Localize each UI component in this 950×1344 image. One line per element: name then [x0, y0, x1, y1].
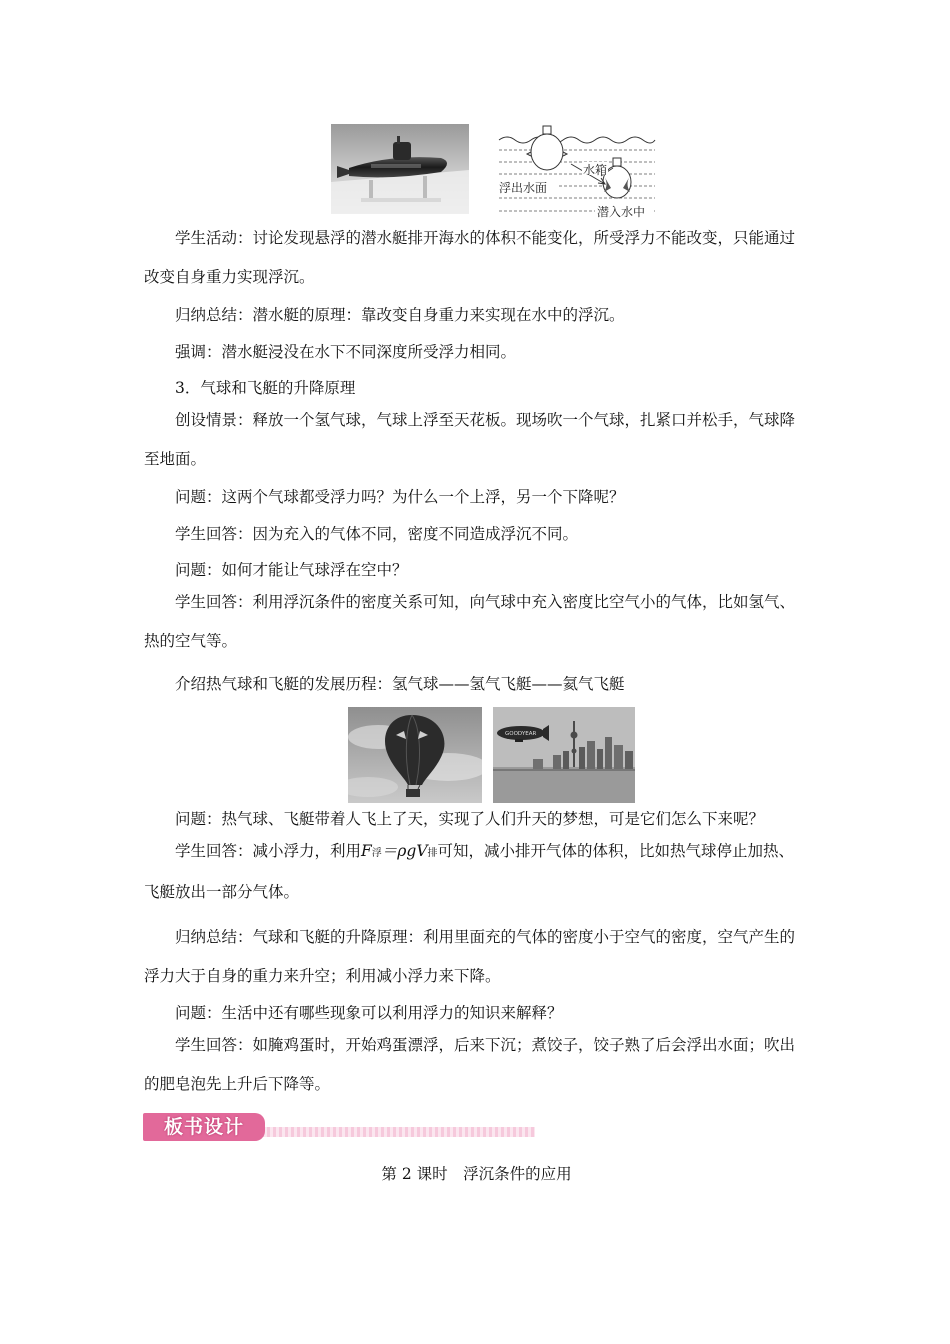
blimp-text: GOODYEAR	[505, 731, 537, 737]
paragraph-question-3: 问题：热气球、飞艇带着人飞上了天，实现了人们升天的梦想，可是它们怎么下来呢？	[175, 810, 765, 828]
formula-F-subscript: 浮	[371, 848, 382, 859]
paragraph-summary-submarine: 归纳总结：潜水艇的原理：靠改变自身重力来实现在水中的浮沉。	[175, 306, 625, 324]
paragraph-question-2: 问题：如何才能让气球浮在空中？	[175, 561, 408, 579]
formula-gV: gV	[406, 842, 428, 860]
banner-title: 板书设计	[143, 1113, 265, 1141]
formula-F: F	[361, 842, 372, 860]
paragraph-answer-4: 学生回答：如腌鸡蛋时，开始鸡蛋漂浮，后来下沉；煮饺子，饺子熟了后会浮出水面；吹出的肥皂泡先上升后下降等。	[144, 1036, 796, 1093]
diagram-label-dive: 潜入水中	[597, 205, 646, 219]
hot-air-balloon-photo	[348, 707, 482, 803]
blimp-city-photo	[493, 707, 635, 803]
paragraph-history: 介绍热气球和飞艇的发展历程：氢气球——氢气飞艇——氦气飞艇	[175, 675, 625, 693]
submarine-diagram	[497, 124, 657, 220]
section-heading-balloon: 3．气球和飞艇的升降原理	[175, 379, 356, 397]
paragraph-scenario: 创设情景：释放一个氢气球，气球上浮至天花板。现场吹一个气球，扎紧口并松手，气球降至地面。	[144, 411, 796, 468]
lesson-title: 第 2 课时 浮沉条件的应用	[381, 1165, 572, 1183]
board-design-banner	[143, 1113, 535, 1141]
answer-3-rest: 可知，减小排开气体的体积，比如热气球停止加热、飞艇放出一部分气体。	[144, 842, 795, 901]
paragraph-emphasis: 强调：潜水艇浸没在水下不同深度所受浮力相同。	[175, 343, 517, 361]
diagram-label-water-tank: 水箱	[583, 163, 608, 177]
submarine-model-photo	[331, 124, 469, 214]
formula-V-subscript: 排	[427, 848, 438, 859]
paragraph-answer-1: 学生回答：因为充入的气体不同，密度不同造成浮沉不同。	[175, 525, 579, 543]
formula-equals-rho: ＝ρ	[381, 842, 407, 860]
paragraph-question-4: 问题：生活中还有哪些现象可以利用浮力的知识来解释？	[175, 1004, 563, 1022]
paragraph-question-1: 问题：这两个气球都受浮力吗？为什么一个上浮，另一个下降呢？	[175, 488, 625, 506]
paragraph-student-activity: 学生活动：讨论发现悬浮的潜水艇排开海水的体积不能变化，所受浮力不能改变，只能通过改变自身重力实现浮沉。	[144, 229, 796, 286]
banner-decoration	[261, 1127, 535, 1137]
paragraph-summary-balloon: 归纳总结：气球和飞艇的升降原理：利用里面充的气体的密度小于空气的密度，空气产生的浮力大于自身的重力来升空；利用减小浮力来下降。	[144, 928, 796, 985]
paragraph-answer-2: 学生回答：利用浮沉条件的密度关系可知，向气球中充入密度比空气小的气体，比如氢气、热的空气等。	[144, 593, 796, 650]
diagram-label-surface: 浮出水面	[499, 181, 548, 195]
answer-3-lead: 学生回答：减小浮力，利用	[175, 842, 362, 860]
paragraph-answer-3	[144, 832, 809, 912]
